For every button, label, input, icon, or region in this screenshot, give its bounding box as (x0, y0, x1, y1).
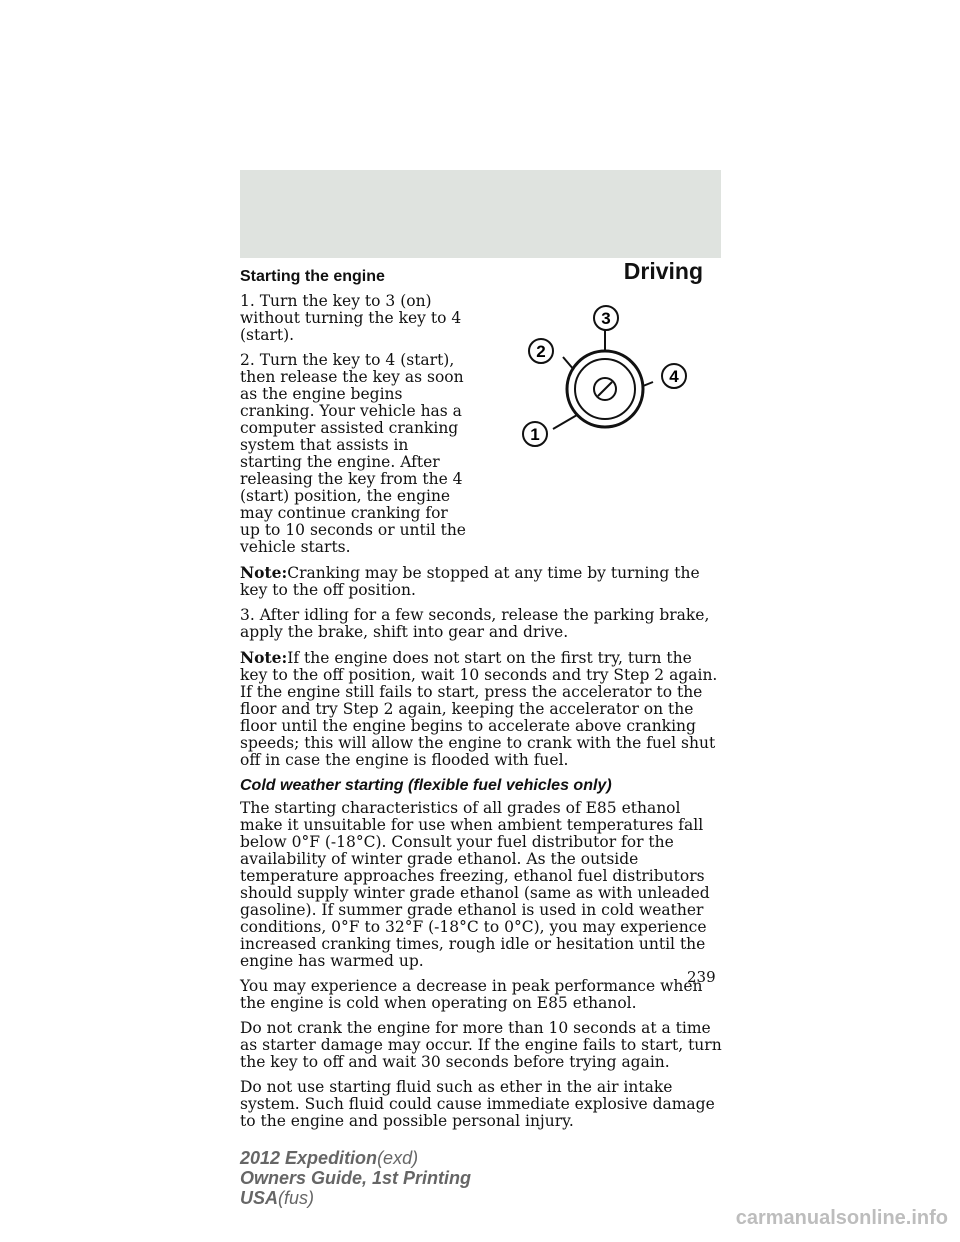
note-label: Note: (240, 563, 288, 582)
position-1-line (553, 415, 577, 429)
note-2 (240, 649, 722, 769)
page-number: 239 (687, 968, 716, 986)
note-text: Cranking may be stopped at any time by turning the key to the off position. (240, 564, 700, 599)
note-text: If the engine does not start on the first try, turn the key to the off position, wait 10 seconds and try Step 2 again. If the engine still fails to start, press the accelerator to the floor and try Step 2 again, keeping the accelerator on the floor until the engine begins to accelerate above cranking speeds; this will allow the engine to crank with the fuel shut off in case the engine is flooded with fuel. (240, 649, 718, 769)
footer-model-code: (exd) (377, 1148, 419, 1168)
paragraph-performance: You may experience a decrease in peak performance when the engine is cold when operating on E85 ethanol. (240, 977, 703, 1012)
footer-model: 2012 Expedition (240, 1148, 378, 1168)
footer-market: USA (240, 1188, 279, 1208)
note-1 (240, 564, 722, 599)
section-title: Driving (623, 258, 703, 284)
ignition-key-diagram (505, 297, 705, 457)
step-2: 2. Turn the key to 4 (start), then release the key as soon as the engine begins cranking. Your vehicle has a computer assisted cranking system that assists in starting the engine. After releasing the key from the 4 (start) position, the engine may continue cranking for up to 10 seconds or until the vehicle starts. (240, 351, 466, 556)
position-4-label: 4 (669, 367, 679, 386)
heading-cold-weather: Cold weather starting (flexible fuel vehicles only) (240, 777, 612, 794)
footer-print-info (240, 1148, 471, 1208)
position-3-label: 3 (601, 309, 611, 328)
watermark-logo: carmanualsonline.info (735, 1207, 948, 1229)
footer-market-code: (fus) (278, 1188, 315, 1208)
note-label: Note: (240, 648, 288, 667)
step-1: 1. Turn the key to 3 (on) without turning the key to 4 (start). (240, 292, 462, 344)
step-3: 3. After idling for a few seconds, release the parking brake, apply the brake, shift into gear and drive. (240, 606, 710, 641)
footer-printing: Owners Guide, 1st Printing (240, 1168, 472, 1188)
paragraph-crank-limit: Do not crank the engine for more than 10 seconds at a time as starter damage may occur. If the engine fails to start, turn the key to off and wait 30 seconds before trying again. (240, 1019, 722, 1071)
paragraph-starting-fluid: Do not use starting fluid such as ether in the air intake system. Such fluid could cause immediate explosive damage to the engine and possible personal injury. (240, 1078, 715, 1130)
position-2-label: 2 (536, 342, 546, 361)
heading-starting-engine: Starting the engine (240, 268, 385, 285)
paragraph-e85: The starting characteristics of all grades of E85 ethanol make it unsuitable for use when ambient temperatures fall below 0°F (-18°C). Consult your fuel distributor for the availability of winter grade ethanol. As the outside temperature approaches freezing, ethanol fuel distributors should supply winter grade ethanol (same as with unleaded gasoline). If summer grade ethanol is used in cold weather conditions, 0°F to 32°F (-18°C to 0°C), you may experience increased cranking times, rough idle or hesitation until the engine has warmed up. (240, 799, 710, 970)
position-1-label: 1 (530, 425, 540, 444)
